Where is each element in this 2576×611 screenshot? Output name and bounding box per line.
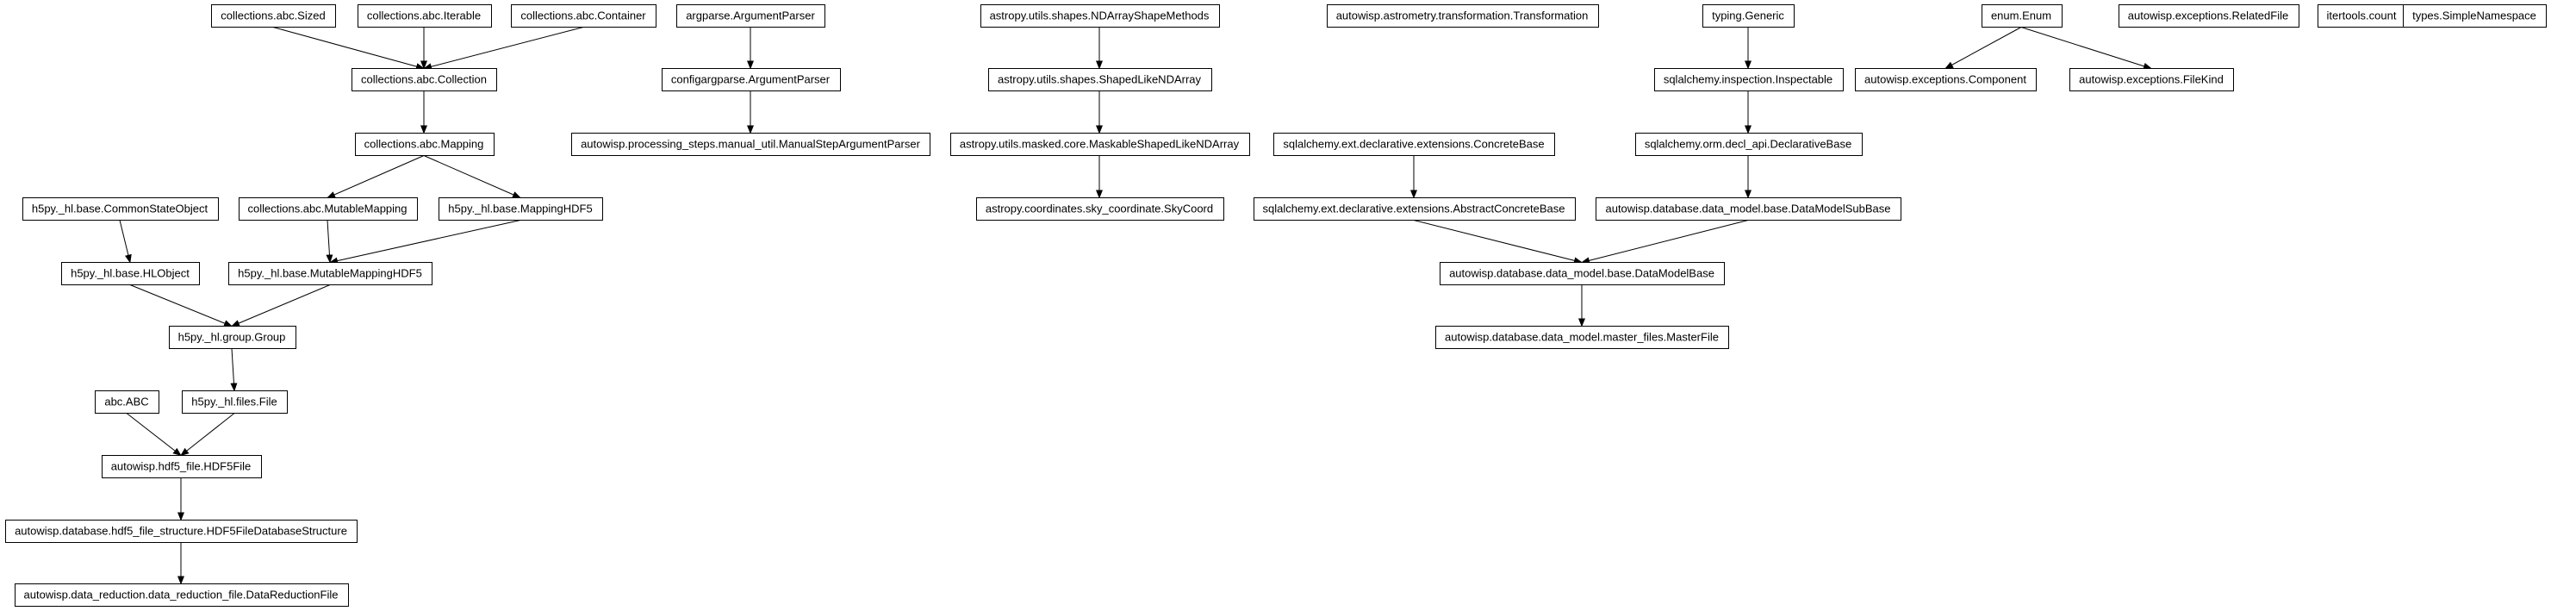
class-node-collection	[352, 69, 497, 91]
inheritance-edge	[327, 221, 330, 263]
class-node-label: autowisp.hdf5_file.HDF5File	[110, 459, 252, 473]
class-node-label: argparse.ArgumentParser	[686, 9, 815, 22]
class-node-file	[183, 391, 288, 414]
class-node-concretebase	[1274, 134, 1555, 156]
inheritance-edge	[424, 28, 583, 69]
class-node-inspectable	[1655, 69, 1844, 91]
class-node-label: autowisp.exceptions.FileKind	[2079, 72, 2224, 86]
class-node-label: autowisp.data_reduction.data_reduction_file.DataReductionFile	[23, 588, 339, 602]
class-node-label: autowisp.database.hdf5_file_structure.HDF5FileDatabaseStructure	[15, 524, 347, 538]
class-node-label: autowisp.exceptions.RelatedFile	[2127, 9, 2289, 22]
class-node-label: collections.abc.Sized	[221, 9, 326, 22]
class-node-label: autowisp.database.data_model.master_files.MasterFile	[1445, 330, 1719, 344]
class-node-component	[1856, 69, 2037, 91]
class-node-label: collections.abc.Mapping	[364, 137, 484, 151]
class-node-itertools	[2318, 5, 2407, 28]
class-node-configargparse	[663, 69, 841, 91]
class-node-abstractconcrete	[1254, 198, 1576, 221]
class-node-label: enum.Enum	[1990, 9, 2052, 22]
class-node-label: collections.abc.Collection	[361, 72, 487, 86]
inheritance-edge	[424, 156, 520, 198]
class-node-shapedlike	[989, 69, 1212, 91]
inheritance-edge	[2021, 28, 2151, 69]
inheritance-edge	[127, 414, 181, 456]
class-node-label: sqlalchemy.ext.declarative.extensions.AbstractConcreteBase	[1262, 202, 1565, 215]
class-node-container	[512, 5, 656, 28]
class-node-label: typing.Generic	[1712, 9, 1784, 22]
class-node-mappinghdf5	[439, 198, 603, 221]
class-node-datamodelsubbase	[1596, 198, 1901, 221]
class-node-label: sqlalchemy.ext.declarative.extensions.ConcreteBase	[1283, 137, 1545, 151]
class-node-label: sqlalchemy.orm.decl_api.DeclarativeBase	[1644, 137, 1852, 151]
class-node-label: astropy.utils.shapes.NDArrayShapeMethods	[989, 9, 1210, 22]
class-node-sized	[212, 5, 336, 28]
class-node-manualstep	[572, 134, 930, 156]
class-node-label: h5py._hl.base.CommonStateObject	[31, 202, 208, 215]
class-node-label: collections.abc.Container	[520, 9, 646, 22]
inheritance-edge	[273, 28, 424, 69]
class-node-ndarrayshape	[981, 5, 1220, 28]
class-node-transformation	[1328, 5, 1599, 28]
inheritance-edge	[1414, 221, 1582, 263]
inheritance-edge	[1945, 28, 2021, 69]
class-node-label: astropy.utils.shapes.ShapedLikeNDArray	[997, 72, 1202, 86]
class-node-argparse	[677, 5, 825, 28]
class-node-iterable	[358, 5, 492, 28]
class-node-label: autowisp.database.data_model.base.DataModelSubBase	[1605, 202, 1891, 215]
class-node-mutablemapping	[240, 198, 418, 221]
class-node-label: itertools.count	[2326, 9, 2397, 22]
class-node-typinggeneric	[1703, 5, 1795, 28]
class-node-label: autowisp.astrometry.transformation.Transformation	[1335, 9, 1589, 22]
class-node-label: h5py._hl.base.MappingHDF5	[448, 202, 593, 215]
class-node-mutablemappinghdf5	[229, 263, 432, 285]
class-node-label: astropy.coordinates.sky_coordinate.SkyCoord	[985, 202, 1214, 215]
inheritance-edge	[327, 156, 424, 198]
class-node-simplenamespace	[2404, 5, 2547, 28]
class-node-skycoord	[977, 198, 1224, 221]
class-node-commonstate	[23, 198, 219, 221]
inheritance-edge	[181, 414, 234, 456]
class-node-datamodelbase	[1440, 263, 1725, 285]
class-node-hlobject	[62, 263, 200, 285]
class-node-label: abc.ABC	[104, 395, 149, 408]
class-node-label: autowisp.processing_steps.manual_util.ManualStepArgumentParser	[581, 137, 920, 151]
class-node-label: astropy.utils.masked.core.MaskableShapedLikeNDArray	[959, 137, 1240, 151]
inheritance-edge	[330, 221, 520, 263]
class-node-masterfile	[1436, 327, 1729, 349]
nodes-layer	[6, 5, 2547, 607]
inheritance-edge	[120, 221, 130, 263]
class-node-label: sqlalchemy.inspection.Inspectable	[1663, 72, 1833, 86]
class-node-filekind	[2070, 69, 2234, 91]
class-node-group	[170, 327, 296, 349]
class-node-enum	[1982, 5, 2063, 28]
class-node-label: h5py._hl.base.HLObject	[71, 266, 190, 280]
class-node-label: collections.abc.Iterable	[366, 9, 482, 22]
class-node-label: collections.abc.MutableMapping	[247, 202, 408, 215]
inheritance-edge	[130, 285, 232, 327]
class-node-hdf5struct	[6, 521, 358, 543]
inheritance-edge	[232, 349, 234, 391]
class-node-label: h5py._hl.base.MutableMappingHDF5	[238, 266, 422, 280]
class-node-label: configargparse.ArgumentParser	[670, 72, 831, 86]
class-node-abc	[96, 391, 159, 414]
class-node-label: h5py._hl.files.File	[191, 395, 277, 408]
inheritance-edge	[232, 285, 330, 327]
class-node-datareduction	[16, 584, 349, 607]
class-node-declarativebase	[1636, 134, 1863, 156]
inheritance-edge	[1582, 221, 1748, 263]
class-node-label: h5py._hl.group.Group	[177, 330, 286, 344]
edges-layer	[120, 28, 2151, 584]
class-node-maskable	[951, 134, 1250, 156]
class-node-label: autowisp.exceptions.Component	[1864, 72, 2026, 86]
class-node-label: types.SimpleNamespace	[2412, 9, 2536, 22]
class-node-mapping	[356, 134, 495, 156]
class-node-hdf5file	[103, 456, 262, 478]
class-node-label: autowisp.database.data_model.base.DataModelBase	[1449, 266, 1714, 280]
class-node-relatedfile	[2119, 5, 2299, 28]
